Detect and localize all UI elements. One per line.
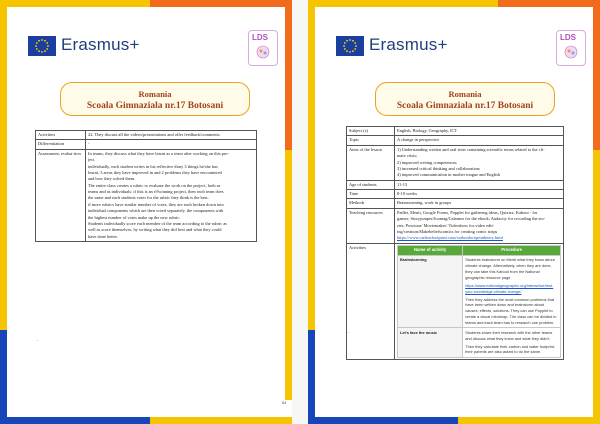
row-line: and how they solved them. — [88, 176, 136, 182]
row-line: The entire class creates a rubric to evaluate the work on the project, both as — [88, 182, 221, 188]
row-value — [86, 131, 257, 140]
row-value — [395, 180, 564, 189]
header-procedure: Procedure — [463, 245, 561, 255]
table-row — [347, 199, 564, 208]
table-row — [36, 149, 257, 241]
row-key: Time — [347, 190, 395, 199]
table-row — [347, 127, 564, 136]
row-key: Aims of the lesson — [347, 145, 395, 180]
row-line: 1) Understanding written and oral texts containing scientific terms related to the cli- — [397, 146, 545, 152]
country-title: Romania — [448, 89, 482, 99]
border-strip — [308, 330, 315, 424]
row-line: the highest number of votes make up the new rubric. — [88, 214, 181, 220]
border-strip — [0, 330, 7, 424]
row-value — [86, 149, 257, 241]
school-title: Scoala Gimnaziala nr.17 Botosani — [396, 101, 534, 111]
lds-logo — [248, 30, 278, 66]
school-title: Scoala Gimnaziala nr.17 Botosani — [86, 101, 224, 111]
page-number: 64 — [282, 400, 287, 405]
row-line: 11-13 — [397, 181, 408, 187]
row-line: games; Storyjumper/Joomag/Calameo for the ebook; Audacity for recording the sto- — [397, 216, 546, 222]
stray-dot: . — [348, 330, 350, 335]
erasmus-logo-text: Erasmus+ — [369, 35, 448, 54]
border-strip — [458, 417, 600, 424]
row-key: Teaching resources — [347, 208, 395, 243]
row-line: In teams, they discuss what they have learnt as a team after working on this pro- — [88, 150, 229, 156]
row-key: Differentiation — [36, 140, 86, 149]
border-strip — [150, 0, 292, 7]
page-header — [322, 30, 586, 74]
document-page-left — [0, 0, 292, 424]
table-row — [347, 190, 564, 199]
title-box — [375, 82, 555, 116]
row-value — [395, 243, 564, 359]
border-strip — [308, 417, 458, 424]
row-line: ries; Powtoon/ Moviemaker/ Videoshow for video edit- — [397, 222, 495, 228]
document-page-right — [308, 0, 600, 424]
row-line: 8-10 weeks — [397, 191, 418, 196]
lesson-table — [346, 126, 564, 360]
row-line: ject. — [88, 157, 96, 163]
row-line: individually, each student writes in his reflective diary 3 things he/she has — [88, 163, 218, 169]
eu-flag-icon — [336, 36, 364, 56]
table-row — [347, 243, 564, 359]
table-row — [347, 208, 564, 243]
row-key: Subject (s) — [347, 127, 395, 136]
row-line: A change in perspective — [397, 137, 440, 143]
border-strip — [0, 417, 150, 424]
row-line: 3) increased critical thinking and collaboration; — [397, 165, 481, 171]
row-line: English, Biology, Geography, ICT — [397, 128, 458, 133]
row-line: 22. They discuss all the videos/presentations and offer feedback/comments. — [88, 132, 221, 137]
row-line: the same and each students votes for the rubric they think is the best. — [88, 195, 209, 201]
row-key: Methods — [347, 199, 395, 208]
row-value — [395, 199, 564, 208]
lds-logo-text: LDS — [560, 33, 576, 42]
row-line: have done better. — [88, 233, 118, 239]
activity-procedure — [463, 328, 561, 357]
table-row — [36, 140, 257, 149]
table-row — [347, 180, 564, 189]
page-header — [14, 30, 278, 74]
row-line: ing/creation;Makebeliefscomics for creating comic strips — [397, 228, 498, 234]
row-key: Assessment, evalua-tion — [36, 149, 86, 241]
procedure-paragraph: Then they address the most common problems that have been written down and brainstorm about causes, effects, solutions. They can use Popplet to create a visual mindmap. The class can be divided in teams and each team has to research one problem. — [465, 296, 557, 326]
activity-row — [398, 255, 561, 327]
lds-logo-art-icon — [253, 44, 273, 60]
activity-name: Brainstorming — [398, 255, 463, 327]
row-line: individual components which are then voted separately. the components with — [88, 208, 224, 214]
row-key: Age of students — [347, 180, 395, 189]
row-line: mate crisis; — [397, 153, 418, 159]
row-value — [86, 140, 257, 149]
border-strip — [593, 150, 600, 424]
border-strip — [0, 0, 150, 7]
row-value — [395, 208, 564, 243]
row-key: Activities — [347, 243, 395, 359]
erasmus-logo-text: Erasmus+ — [61, 35, 140, 54]
border-strip — [308, 0, 498, 7]
activity-row — [398, 328, 561, 357]
lds-logo-text: LDS — [252, 33, 268, 42]
lesson-table — [35, 130, 257, 242]
lds-logo — [556, 30, 586, 66]
row-key: Activities — [36, 131, 86, 140]
row-line: well as score themselves, by writing what they did best and what they could — [88, 227, 222, 233]
row-line: teams and as individuals: if this is an eTwinning project, then each team does — [88, 189, 224, 194]
border-strip — [0, 0, 7, 330]
procedure-paragraph: Students share their research with the other teams and discuss what they knew and what they didn't. — [465, 329, 553, 341]
row-value — [395, 145, 564, 180]
border-strip — [150, 417, 292, 424]
border-strip — [285, 150, 292, 400]
carbon-footprint-link[interactable]: https://www.carbonfootprint.com/carbonfootprintheory.html — [397, 235, 503, 241]
table-row — [347, 145, 564, 180]
activity-name: Let's face the music — [398, 328, 463, 357]
row-line: if more rubrics have similar number of votes, they are each broken down into — [88, 201, 224, 207]
activities-header-row — [398, 245, 561, 255]
title-box — [60, 82, 250, 116]
table-row — [36, 131, 257, 140]
border-strip — [308, 0, 315, 330]
activities-table — [397, 245, 561, 358]
row-line: 4) improved communication in mother tongue and English — [397, 172, 501, 178]
eu-flag-icon — [28, 36, 56, 56]
row-line: learnt, 3 areas they have improved in and 2 problems they have encountered — [88, 169, 222, 175]
border-strip — [498, 0, 600, 7]
row-value — [395, 190, 564, 199]
table-row — [347, 136, 564, 145]
procedure-paragraph: Then they calculate their carbon and water footprint- their parents are also asked to do the same. — [465, 343, 556, 355]
header-name-of-activity: Name of activity — [398, 245, 463, 255]
row-value — [395, 136, 564, 145]
row-line: Brainstorming, work in groups — [397, 200, 452, 206]
procedure-paragraph: Students brainstorm on Menti what they know about climate change. Alternatively, when they are done, they can take this Kahoot from the National geographic resource page — [465, 257, 555, 280]
row-line: Students individually score each member of the team according to the rubric as — [88, 220, 227, 226]
nat-geo-link[interactable]: https://www.nationalgeographic.org/interactive/test-your-knowledge-climate-change/ — [465, 282, 554, 294]
row-value — [395, 127, 564, 136]
country-title: Romania — [138, 89, 172, 99]
lds-logo-art-icon — [561, 44, 581, 60]
border-strip — [593, 0, 600, 150]
stray-dot: . — [37, 338, 39, 343]
border-strip — [285, 0, 292, 150]
row-line: Padlet, Menti, Google Forms, Popplet for gathering ideas, Quizizz, Kahoot - for — [397, 209, 538, 215]
row-line: - — [88, 141, 90, 147]
row-line: 2) improved writing competences; — [397, 159, 458, 165]
row-key: Topic — [347, 136, 395, 145]
activity-procedure — [463, 255, 561, 327]
